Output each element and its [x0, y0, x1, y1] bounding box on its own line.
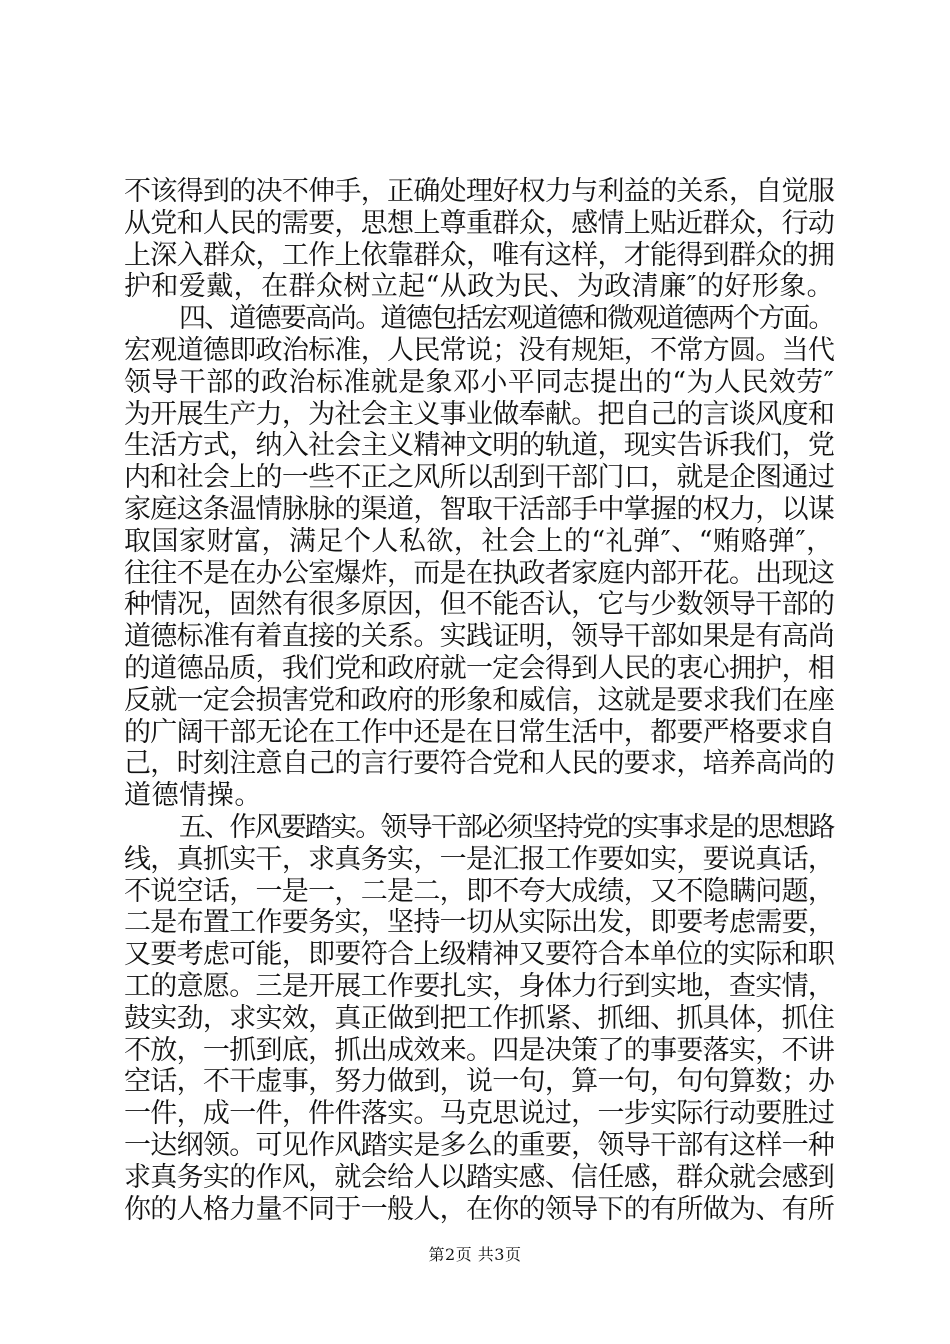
text-line: 二是布置工作要务实，坚持一切从实际出发，即要考虑需要， [124, 907, 835, 939]
text-line: 道德情操。 [124, 780, 262, 812]
text-line: 不该得到的决不伸手，正确处理好权力与利益的关系，自觉服 [124, 176, 835, 207]
text-line: 为开展生产力，为社会主义事业做奉献。把自己的言谈风度和 [124, 398, 835, 430]
text-line: 一件，成一件，件件落实。马克思说过，一步实际行动要胜过 [124, 1098, 835, 1130]
paragraph-first-line: 四、道德要高尚。道德包括宏观道德和微观道德两个方面。 [179, 303, 834, 335]
text-line: 的广阔干部无论在工作中还是在日常生活中，都要严格要求自 [124, 716, 835, 748]
text-line: 一达纲领。可见作风踏实是多么的重要，领导干部有这样一种 [124, 1129, 835, 1161]
text-line: 线，真抓实干，求真务实，一是汇报工作要如实，要说真话， [124, 843, 835, 875]
text-line: 护和爱戴，在群众树立起“从政为民、为政清廉″的好形象。 [124, 271, 835, 303]
text-line: 生活方式，纳入社会主义精神文明的轨道，现实告诉我们，党 [124, 430, 835, 462]
text-line: 己，时刻注意自己的言行要符合党和人民的要求，培养高尚的 [124, 748, 835, 780]
text-line: 内和社会上的一些不正之风所以刮到干部门口，就是企图通过 [124, 462, 835, 494]
text-line: 种情况，固然有很多原因，但不能否认，它与少数领导干部的 [124, 589, 835, 621]
text-line: 不说空话，一是一，二是二，即不夸大成绩，又不隐瞒问题， [124, 875, 835, 907]
page-footer: 第2页 共3页 [428, 1245, 522, 1264]
text-line: 的道德品质，我们党和政府就一定会得到人民的衷心拥护，相 [124, 652, 835, 684]
text-line: 鼓实劲，求实效，真正做到把工作抓紧、抓细、抓具体，抓住 [124, 1002, 835, 1034]
text-line: 工的意愿。三是开展工作要扎实，身体力行到实地，查实情， [124, 970, 835, 1002]
text-line: 空话，不干虚事，努力做到，说一句，算一句，句句算数；办 [124, 1066, 835, 1098]
text-line: 从党和人民的需要，思想上尊重群众，感情上贴近群众，行动 [124, 207, 835, 239]
text-line: 宏观道德即政治标准，人民常说；没有规矩，不常方圆。当代 [124, 334, 835, 366]
body-text [124, 176, 834, 1225]
text-line: 求真务实的作风，就会给人以踏实感、信任感，群众就会感到 [124, 1161, 835, 1193]
text-line: 上深入群众，工作上依靠群众，唯有这样，才能得到群众的拥 [124, 239, 835, 271]
text-line: 取国家财富，满足个人私欲，社会上的“礼弹″、“贿赂弹″， [124, 525, 834, 557]
text-line: 道德标准有着直接的关系。实践证明，领导干部如果是有高尚 [124, 621, 835, 653]
text-line: 家庭这条温情脉脉的渠道，智取干活部手中掌握的权力，以谋 [124, 493, 835, 525]
text-line: 又要考虑可能，即要符合上级精神又要符合本单位的实际和职 [124, 939, 835, 971]
text-line: 往往不是在办公室爆炸，而是在执政者家庭内部开花。出现这 [124, 557, 835, 589]
paragraph-first-line: 五、作风要踏实。领导干部必须坚持党的实事求是的思想路 [179, 811, 834, 843]
text-line: 你的人格力量不同于一般人，在你的领导下的有所做为、有所 [124, 1193, 835, 1225]
text-line: 反就一定会损害党和政府的形象和威信，这就是要求我们在座 [124, 684, 835, 716]
text-line: 不放，一抓到底，抓出成效来。四是决策了的事要落实，不讲 [124, 1034, 835, 1066]
text-line: 领导干部的政治标准就是象邓小平同志提出的“为人民效劳″ [124, 366, 835, 398]
